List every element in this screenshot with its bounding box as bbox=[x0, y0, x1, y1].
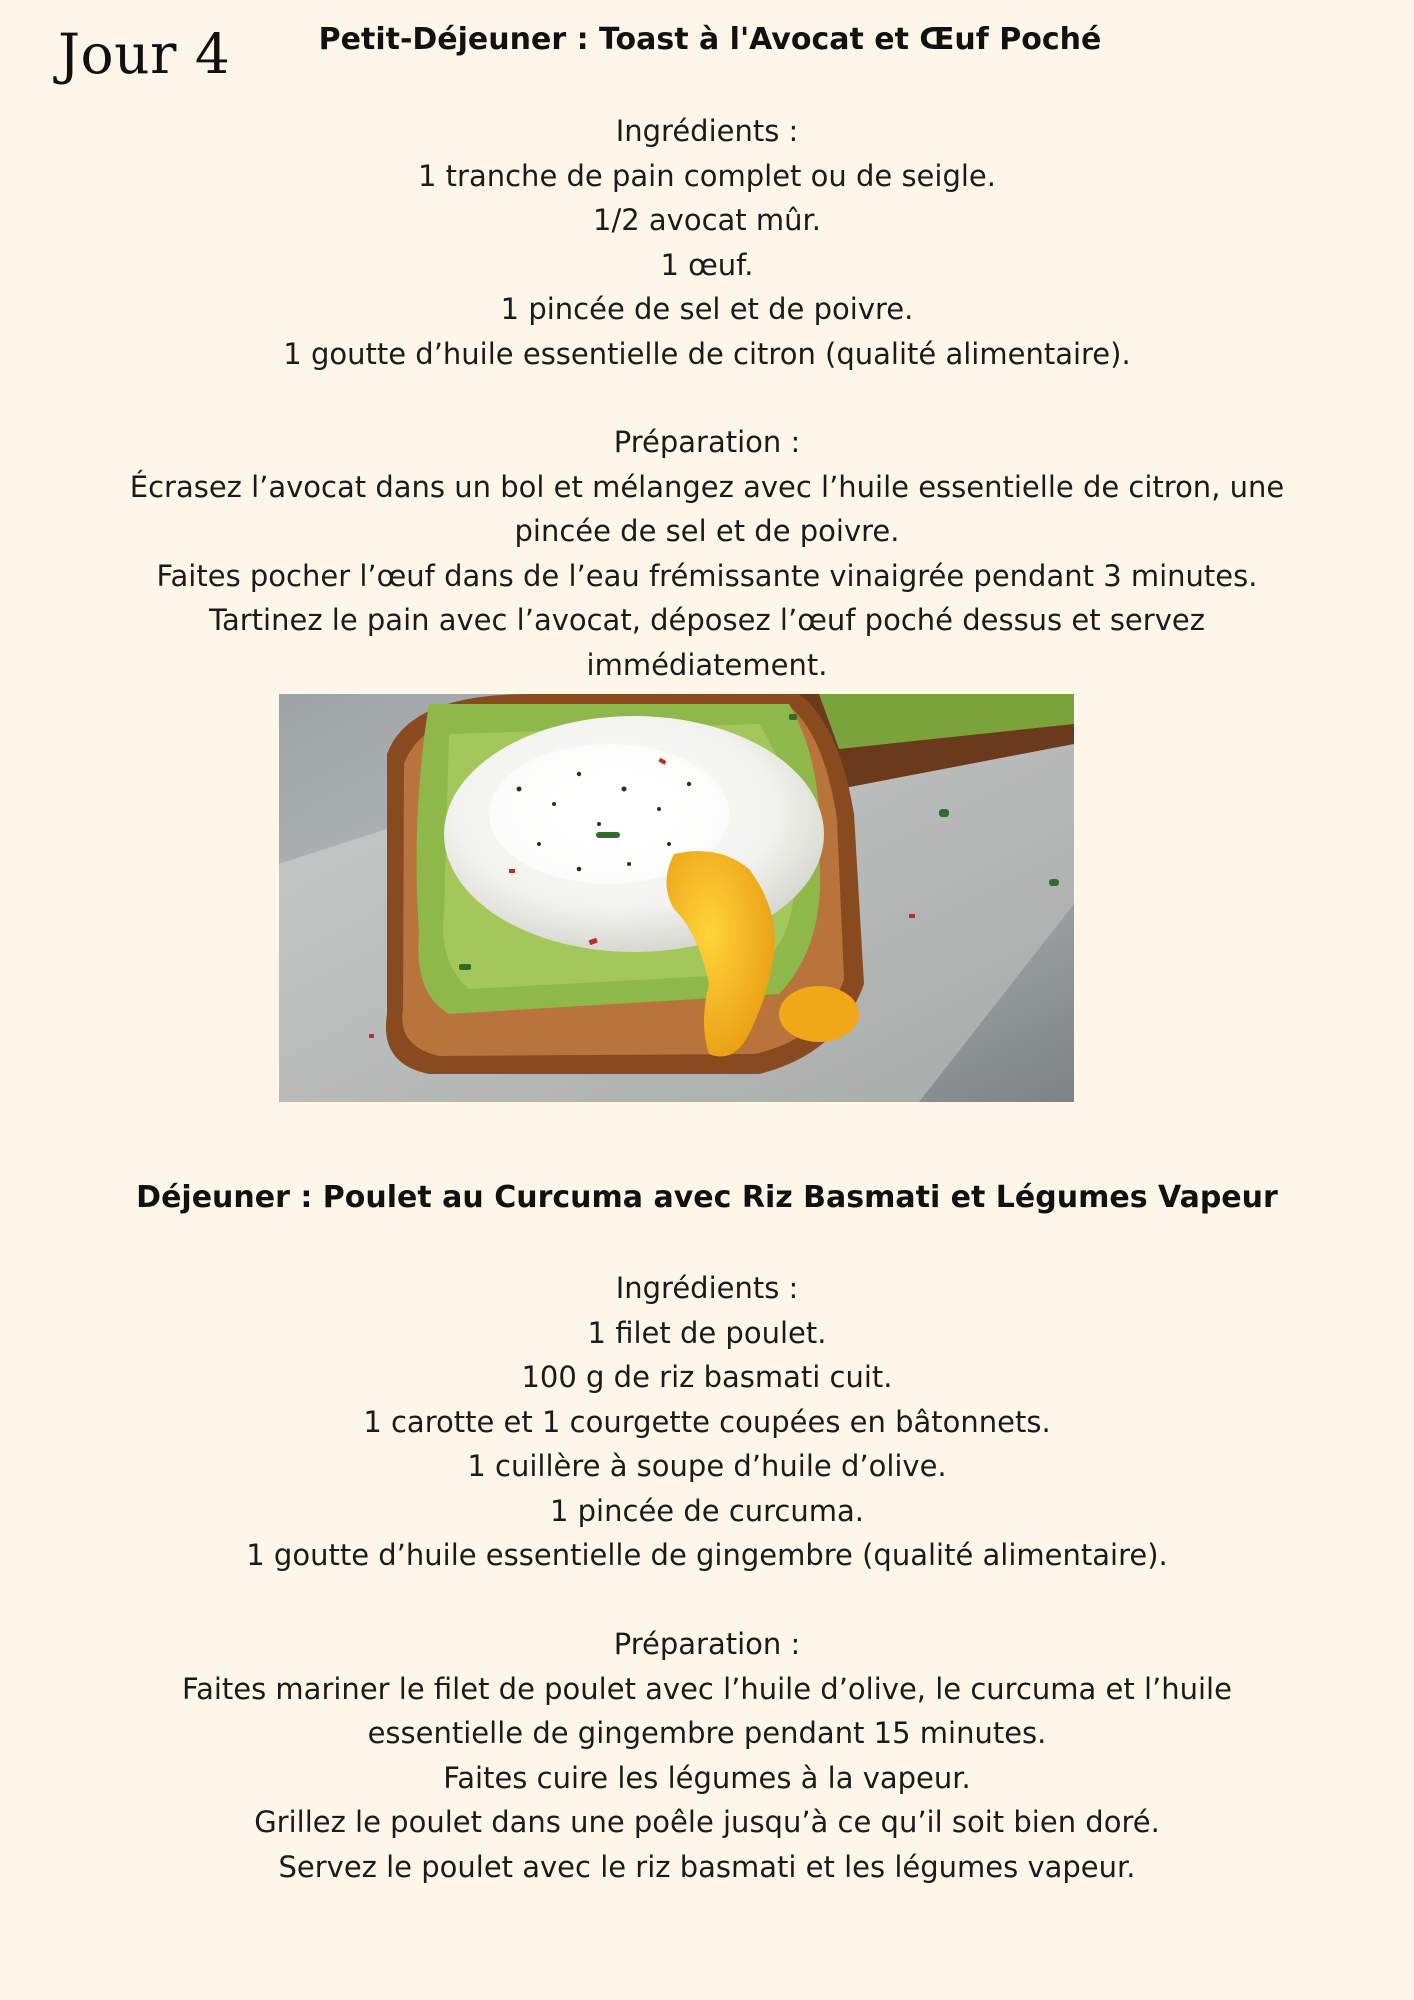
avocado-toast-photo bbox=[279, 694, 1074, 1102]
lunch-title: Déjeuner : Poulet au Curcuma avec Riz Basmati et Légumes Vapeur bbox=[136, 1180, 1278, 1215]
ingredient-item: 1 cuillère à soupe d’huile d’olive. bbox=[467, 1449, 947, 1483]
ingredient-item: 1 goutte d’huile essentielle de citron (qualité alimentaire). bbox=[283, 336, 1131, 371]
preparation-line: pincée de sel et de poivre. bbox=[514, 514, 900, 548]
ingredient-item: 1 œuf. bbox=[660, 247, 754, 282]
ingredient-item: 100 g de riz basmati cuit. bbox=[521, 1360, 893, 1394]
ingredient-item: 1 pincée de sel et de poivre. bbox=[500, 292, 914, 326]
preparation-line: Écrasez l’avocat dans un bol et mélangez avec l’huile essentielle de citron, une bbox=[129, 469, 1285, 504]
preparation-line: immédiatement. bbox=[586, 647, 828, 682]
breakfast-ingredients bbox=[50, 109, 1364, 376]
breakfast-ingredients-heading: Ingrédients : bbox=[615, 114, 799, 148]
breakfast-preparation-heading: Préparation : bbox=[613, 425, 801, 459]
ingredient-item: 1 goutte d’huile essentielle de gingembre (qualité alimentaire). bbox=[246, 1538, 1168, 1572]
lunch-preparation bbox=[50, 1622, 1364, 1889]
preparation-line: essentielle de gingembre pendant 15 minutes. bbox=[367, 1716, 1047, 1750]
preparation-line: Faites pocher l’œuf dans de l’eau frémissante vinaigrée pendant 3 minutes. bbox=[156, 558, 1258, 593]
preparation-line: Faites cuire les légumes à la vapeur. bbox=[443, 1760, 971, 1795]
day-title: Jour 4 bbox=[58, 22, 231, 86]
preparation-line: Faites mariner le filet de poulet avec l’huile d’olive, le curcuma et l’huile bbox=[182, 1671, 1232, 1706]
preparation-line: Grillez le poulet dans une poêle jusqu’à ce qu’il soit bien doré. bbox=[254, 1805, 1160, 1839]
preparation-line: Servez le poulet avec le riz basmati et les légumes vapeur. bbox=[278, 1849, 1136, 1884]
ingredient-item: 1 pincée de curcuma. bbox=[549, 1493, 864, 1528]
lunch-preparation-heading: Préparation : bbox=[613, 1627, 801, 1661]
breakfast-preparation bbox=[50, 420, 1364, 687]
ingredient-item: 1 filet de poulet. bbox=[587, 1315, 827, 1350]
lunch-ingredients bbox=[50, 1266, 1364, 1578]
ingredient-item: 1/2 avocat mûr. bbox=[593, 203, 821, 237]
ingredient-item: 1 tranche de pain complet ou de seigle. bbox=[418, 158, 996, 193]
breakfast-title: Petit-Déjeuner : Toast à l'Avocat et Œuf Poché bbox=[318, 22, 1102, 57]
preparation-line: Tartinez le pain avec l’avocat, déposez l’œuf poché dessus et servez bbox=[209, 603, 1205, 637]
lunch-ingredients-heading: Ingrédients : bbox=[615, 1271, 799, 1305]
ingredient-item: 1 carotte et 1 courgette coupées en bâtonnets. bbox=[363, 1404, 1051, 1439]
